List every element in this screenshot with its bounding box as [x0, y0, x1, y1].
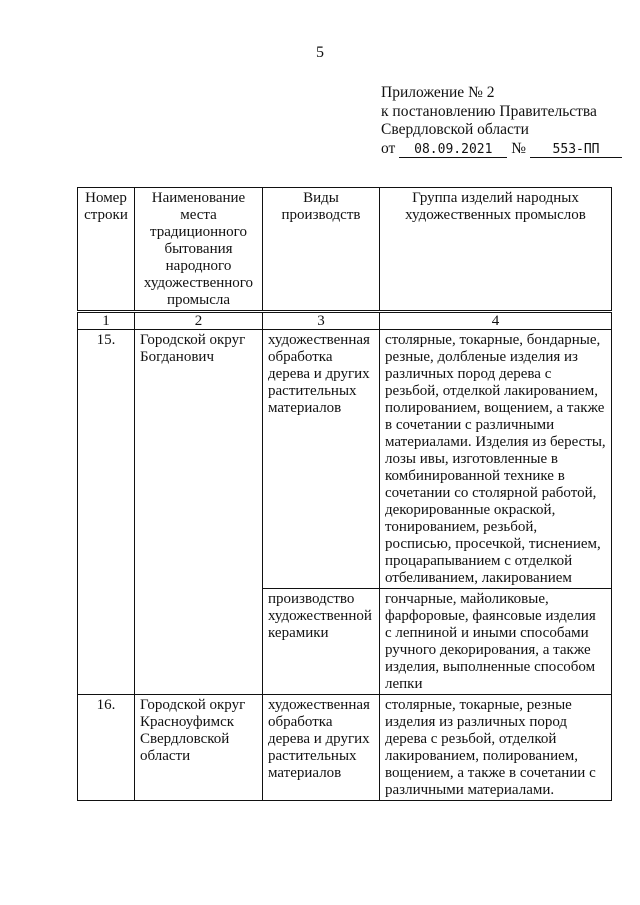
- row-production-kind: художественная обработка дерева и других растительных материалов: [263, 695, 380, 801]
- decree-date: 08.09.2021: [399, 142, 507, 158]
- table-row: [78, 695, 612, 801]
- header-production-kinds: Виды производств: [263, 188, 380, 312]
- column-number: 4: [380, 312, 612, 330]
- table-row: [78, 330, 612, 589]
- row-number: 15.: [78, 330, 135, 695]
- appendix-title: Приложение № 2: [381, 84, 495, 101]
- crafts-table: [77, 187, 612, 801]
- page-number: 5: [316, 44, 324, 61]
- column-numbers-row: [78, 312, 612, 330]
- row-product-group: столярные, токарные, бондарные, резные, долбленые изделия из различных пород дерева с резьбой, отделкой лакированием, полированием, вощением, а также в сочетании с различными материалами. Изделия из бересты, лозы ивы, изготовленные в комбинированной технике в сочетании со столярной работой, декорированные окраской, тонированием, резьбой, росписью, просечкой, тиснением, процарапыванием с отделкой отбеливанием, лакированием: [380, 330, 612, 589]
- from-label: от: [381, 139, 396, 157]
- decree-reference: [381, 140, 626, 159]
- row-product-group: гончарные, майоликовые, фарфоровые, фаянсовые изделия с лепниной и иными способами ручного декорирования, а также изделия, выполненные способом лепки: [380, 589, 612, 695]
- column-number: 2: [135, 312, 263, 330]
- row-place: Городской округ Красноуфимск Свердловской области: [135, 695, 263, 801]
- row-production-kind: художественная обработка дерева и других растительных материалов: [263, 330, 380, 589]
- appendix-line-region: Свердловской области: [381, 121, 529, 138]
- appendix-line-decree: к постановлению Правительства: [381, 102, 597, 120]
- row-production-kind: производство художественной керамики: [263, 589, 380, 695]
- column-number: 3: [263, 312, 380, 330]
- row-place: Городской округ Богданович: [135, 330, 263, 695]
- decree-number: 553-ПП: [530, 142, 622, 158]
- header-product-group: Группа изделий народных художественных промыслов: [380, 188, 612, 312]
- row-product-group: столярные, токарные, резные изделия из различных пород дерева с резьбой, отделкой лакированием, полированием, вощением, а также в сочетании с различными материалами.: [380, 695, 612, 801]
- table-header-row: [78, 188, 612, 312]
- number-label: №: [511, 139, 527, 157]
- appendix-block: [381, 84, 626, 158]
- row-number: 16.: [78, 695, 135, 801]
- header-place: Наименование места традиционного бытования народного художественного промысла: [135, 188, 263, 312]
- column-number: 1: [78, 312, 135, 330]
- header-row-number: Номер строки: [78, 188, 135, 312]
